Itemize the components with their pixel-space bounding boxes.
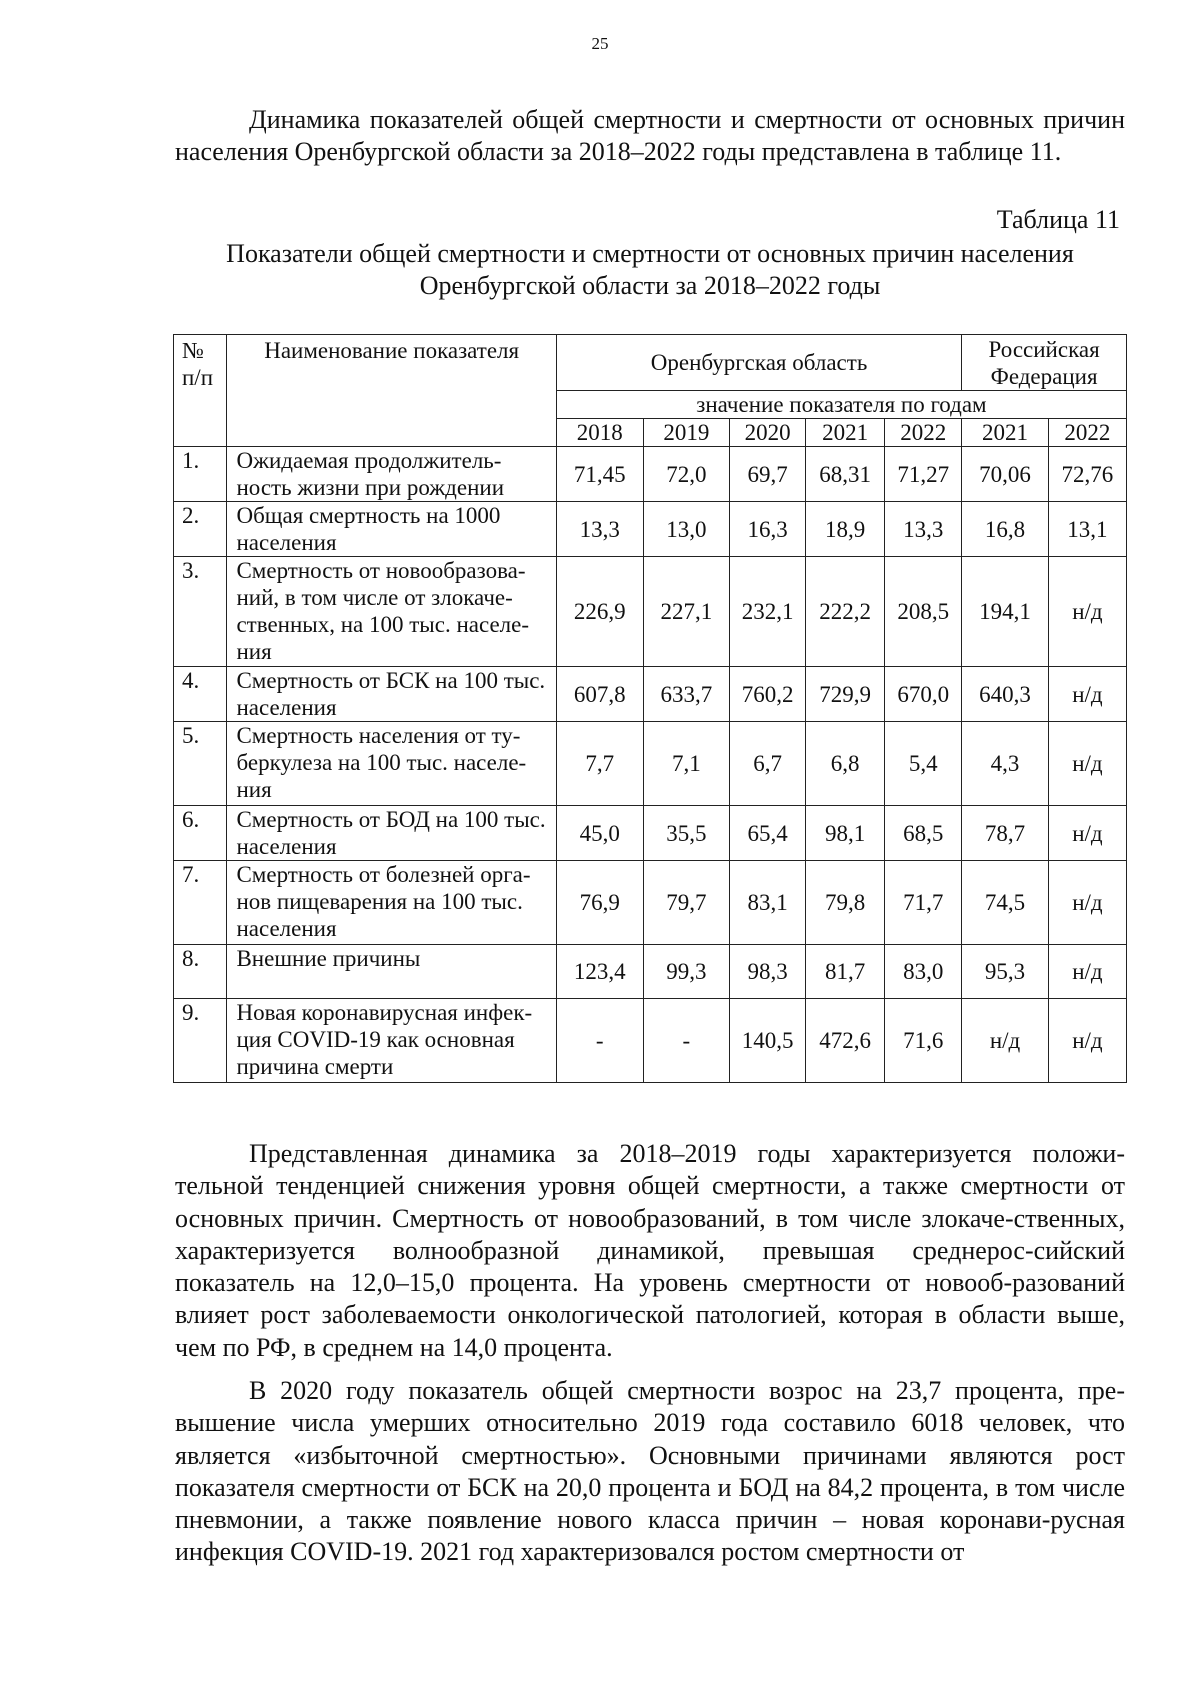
row-value: 71,45 — [556, 447, 643, 502]
row-value: 194,1 — [962, 557, 1049, 667]
header-year: 2020 — [730, 419, 806, 447]
row-value: н/д — [1048, 945, 1126, 999]
row-value: 16,3 — [730, 502, 806, 557]
row-value: 76,9 — [556, 861, 643, 945]
row-number: 1. — [174, 447, 227, 502]
row-value: 208,5 — [885, 557, 962, 667]
header-year: 2021 — [806, 419, 885, 447]
row-value: 140,5 — [730, 999, 806, 1083]
row-value: 7,1 — [643, 722, 730, 806]
row-indicator-name: Внешние причины — [227, 945, 556, 999]
row-value: 7,7 — [556, 722, 643, 806]
table-row — [174, 806, 1127, 861]
row-value: 5,4 — [885, 722, 962, 806]
row-indicator-name: Ожидаемая продолжитель-ность жизни при рождении — [227, 447, 556, 502]
row-value: 13,3 — [556, 502, 643, 557]
table-row — [174, 447, 1127, 502]
header-year: 2018 — [556, 419, 643, 447]
row-value: 81,7 — [806, 945, 885, 999]
row-value: 72,76 — [1048, 447, 1126, 502]
row-value: 99,3 — [643, 945, 730, 999]
header-year: 2022 — [1048, 419, 1126, 447]
table-label: Таблица 11 — [996, 205, 1120, 234]
row-number: 3. — [174, 557, 227, 667]
body-paragraph-1: Представленная динамика за 2018–2019 годы характеризуется положи-тельной тенденцией снижения уровня общей смертности, а также смертности от основных причин. Смертность от новообразований, в том числе злокаче-ственных, характеризуется волнообразной динамикой, превышая среднерос-сийский показатель на 12,0–15,0 процента. На уровень смертности от новооб-разований влияет рост заболеваемости онкологической патологией, которая в области выше, чем по РФ, в среднем на 14,0 процента. — [175, 1139, 1125, 1362]
row-value: 68,5 — [885, 806, 962, 861]
row-number: 8. — [174, 945, 227, 999]
mortality-table — [173, 334, 1127, 1083]
row-value: 13,3 — [885, 502, 962, 557]
row-value: 6,7 — [730, 722, 806, 806]
table-row — [174, 502, 1127, 557]
table-row — [174, 667, 1127, 722]
header-region: Оренбургская область — [556, 335, 961, 391]
table-title-line-1: Показатели общей смертности и смертности от основных причин населения — [226, 239, 1074, 268]
table-row — [174, 861, 1127, 945]
row-value: - — [643, 999, 730, 1083]
row-value: 83,0 — [885, 945, 962, 999]
table-row — [174, 999, 1127, 1083]
row-value: 70,06 — [962, 447, 1049, 502]
row-value: 472,6 — [806, 999, 885, 1083]
row-value: н/д — [1048, 806, 1126, 861]
row-value: н/д — [1048, 557, 1126, 667]
row-value: 95,3 — [962, 945, 1049, 999]
row-value: 670,0 — [885, 667, 962, 722]
page-number: 25 — [591, 34, 609, 53]
row-value: 65,4 — [730, 806, 806, 861]
row-value: н/д — [962, 999, 1049, 1083]
row-value: 71,27 — [885, 447, 962, 502]
row-value: 83,1 — [730, 861, 806, 945]
row-value: 98,1 — [806, 806, 885, 861]
row-value: 4,3 — [962, 722, 1049, 806]
body-paragraph-2: В 2020 году показатель общей смертности возрос на 23,7 процента, пре-вышение числа умерших относительно 2019 года составило 6018 человек, что является «избыточной смертностью». Основными причинами являются рост показателя смертности от БСК на 20,0 процента и БОД на 84,2 процента, в том числе пневмонии, а также появление нового класса причин – новая коронави-русная инфекция COVID-19. 2021 год характеризовался ростом смертности от — [175, 1376, 1125, 1567]
row-value: 6,8 — [806, 722, 885, 806]
row-value: 13,0 — [643, 502, 730, 557]
row-value: 222,2 — [806, 557, 885, 667]
row-value: 13,1 — [1048, 502, 1126, 557]
row-value: 79,7 — [643, 861, 730, 945]
row-value: 69,7 — [730, 447, 806, 502]
row-indicator-name: Смертность от новообразова-ний, в том числе от злокаче-ственных, на 100 тыс. населе-ния — [227, 557, 556, 667]
row-value: 227,1 — [643, 557, 730, 667]
row-value: 71,6 — [885, 999, 962, 1083]
row-value: 35,5 — [643, 806, 730, 861]
row-value: 760,2 — [730, 667, 806, 722]
row-value: - — [556, 999, 643, 1083]
row-value: 78,7 — [962, 806, 1049, 861]
row-value: 123,4 — [556, 945, 643, 999]
intro-paragraph: Динамика показателей общей смертности и смертности от основных причин населения Оренбургской области за 2018–2022 годы представлена в таблице 11. — [175, 105, 1125, 166]
row-number: 5. — [174, 722, 227, 806]
row-number: 6. — [174, 806, 227, 861]
row-value: 98,3 — [730, 945, 806, 999]
row-number: 2. — [174, 502, 227, 557]
row-value: 72,0 — [643, 447, 730, 502]
row-number: 4. — [174, 667, 227, 722]
header-num: № п/п — [174, 335, 227, 447]
table-row — [174, 557, 1127, 667]
row-value: 607,8 — [556, 667, 643, 722]
header-year: 2021 — [962, 419, 1049, 447]
header-rf: Российская Федерация — [962, 335, 1127, 391]
row-value: 226,9 — [556, 557, 643, 667]
row-value: 640,3 — [962, 667, 1049, 722]
row-value: н/д — [1048, 722, 1126, 806]
row-value: н/д — [1048, 861, 1126, 945]
header-values-by-year: значение показателя по годам — [556, 391, 1126, 419]
header-name: Наименование показателя — [227, 335, 556, 447]
row-number: 7. — [174, 861, 227, 945]
header-year: 2022 — [885, 419, 962, 447]
row-indicator-name: Новая коронавирусная инфек-ция COVID-19 как основная причина смерти — [227, 999, 556, 1083]
row-value: 729,9 — [806, 667, 885, 722]
row-value: 68,31 — [806, 447, 885, 502]
row-value: 74,5 — [962, 861, 1049, 945]
row-indicator-name: Смертность от болезней орга-нов пищеварения на 100 тыс. населения — [227, 861, 556, 945]
table-title-line-2: Оренбургской области за 2018–2022 годы — [419, 271, 881, 300]
table-title — [175, 238, 1125, 302]
row-number: 9. — [174, 999, 227, 1083]
row-value: 45,0 — [556, 806, 643, 861]
row-value: 232,1 — [730, 557, 806, 667]
row-indicator-name: Общая смертность на 1000 населения — [227, 502, 556, 557]
row-value: н/д — [1048, 999, 1126, 1083]
row-value: 79,8 — [806, 861, 885, 945]
row-indicator-name: Смертность от БСК на 100 тыс. населения — [227, 667, 556, 722]
table-row — [174, 722, 1127, 806]
table-row — [174, 945, 1127, 999]
header-year: 2019 — [643, 419, 730, 447]
row-indicator-name: Смертность населения от ту-беркулеза на 100 тыс. населе-ния — [227, 722, 556, 806]
row-indicator-name: Смертность от БОД на 100 тыс. населения — [227, 806, 556, 861]
row-value: 16,8 — [962, 502, 1049, 557]
row-value: н/д — [1048, 667, 1126, 722]
row-value: 633,7 — [643, 667, 730, 722]
row-value: 18,9 — [806, 502, 885, 557]
row-value: 71,7 — [885, 861, 962, 945]
